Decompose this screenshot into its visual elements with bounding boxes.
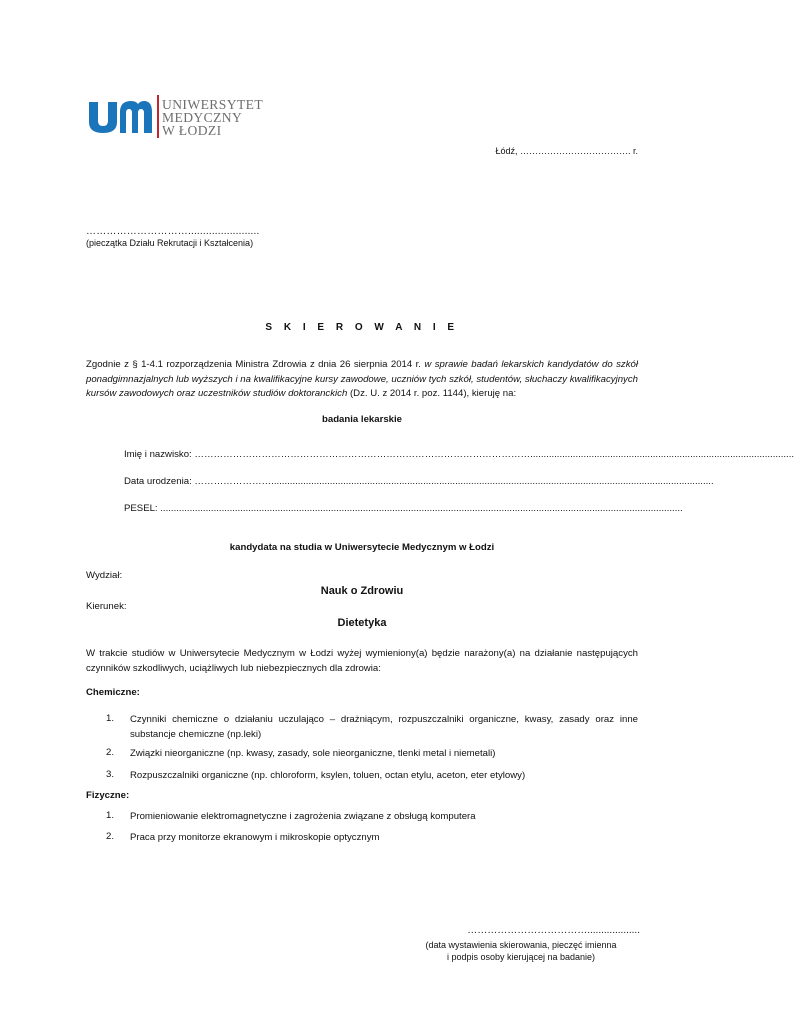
intro-text-part-1: Zgodnie z § 1-4.1 rozporządzenia Ministra Zdrowia z dnia 26 sierpnia 2014 r.	[86, 359, 425, 370]
list-item-number: 1.	[106, 713, 115, 724]
faculty-value: Nauk o Zdrowiu	[320, 585, 404, 597]
list-item-text: Praca przy monitorze ekranowym i mikroskopie optycznym	[130, 832, 380, 843]
direction-label: Kierunek:	[86, 601, 127, 612]
list-item-number: 1.	[106, 810, 115, 821]
direction-value: Dietetyka	[337, 617, 387, 629]
logo-text-line-1: UNIWERSYTET	[162, 97, 264, 112]
list-item-text: Rozpuszczalniki organiczne (np. chloroform, ksylen, toluen, octan etylu, aceton, eter etylowy)	[130, 770, 526, 781]
list-item-number: 2.	[106, 831, 115, 842]
list-item	[106, 769, 638, 784]
list-item-text: Związki nieorganiczne (np. kwasy, zasady, sole nieorganiczne, tlenki metal i niemetali)	[130, 748, 496, 759]
candidate-statement: kandydata na studia w Uniwersytecie Medycznym w Łodzi	[229, 542, 495, 553]
logo-text-line-2: MEDYCZNY	[162, 110, 243, 125]
logo-divider	[157, 95, 159, 138]
list-item-number: 3.	[106, 769, 115, 780]
exam-type: badania lekarskie	[322, 414, 402, 425]
pesel-field-line: PESEL: ....................................................................................................................................................................................................	[124, 503, 683, 514]
university-logo-mark	[88, 100, 152, 134]
chemical-heading: Chemiczne:	[86, 687, 140, 698]
exposure-paragraph: W trakcie studiów w Uniwersytecie Medycznym w Łodzi wyżej wymieniony(a) będzie narażony(a) na działanie następujących czynników szkodliwych, uciążliwych lub niebezpiecznych dla zdrowia:	[86, 648, 638, 674]
list-item-text: Promieniowanie elektromagnetyczne i zagrożenia związane z obsługą komputera	[130, 811, 476, 822]
list-item	[106, 713, 638, 743]
signature-placeholder-dots: ………………………………...................	[467, 925, 640, 936]
name-field-line: Imię i nazwisko: ……………………………………………………………………………………………...................................................................................................	[124, 449, 794, 460]
place-date-line: Łódź, ………………………………. r.	[495, 146, 638, 156]
birth-date-field-line: Data urodzenia: ……………………......................................................................................................................................................................	[124, 476, 714, 487]
intro-text-part-2: (Dz. U. z 2014 r. poz. 1144), kieruję na:	[347, 388, 517, 400]
intro-paragraph	[86, 358, 638, 402]
document-title: S K I E R O W A N I E	[265, 322, 459, 333]
list-item-text: Czynniki chemiczne o działaniu uczulająco – drażniącym, rozpuszczalniki organiczne, kwasy, zasady oraz inne substancje chemiczne (np.leki)	[130, 714, 638, 740]
logo-text-line-3: W ŁODZI	[162, 123, 222, 138]
intro-regulation-title: w sprawie badań lekarskich kandydatów do szkół ponadgimnazjalnych lub wyższych i na kwalifikacyjne kursy zawodowe, uczniów tych szkół, studentów, słuchaczy kwalifikacyjnych kursów zawodowych oraz uczestników studiów doktoranckich	[86, 359, 638, 400]
faculty-label: Wydział:	[86, 570, 123, 581]
list-item	[106, 810, 638, 825]
physical-heading: Fizyczne:	[86, 790, 130, 801]
list-item	[106, 747, 638, 762]
signature-caption-line-1: (data wystawienia skierowania, pieczęć imienna	[425, 940, 617, 950]
stamp-placeholder-dots: …………………………........................	[86, 226, 260, 237]
list-item-number: 2.	[106, 747, 115, 758]
list-item	[106, 831, 638, 846]
signature-caption-line-2: i podpis osoby kierującej na badanie)	[446, 952, 596, 962]
stamp-caption: (pieczątka Działu Rekrutacji i Kształcenia)	[86, 238, 254, 248]
